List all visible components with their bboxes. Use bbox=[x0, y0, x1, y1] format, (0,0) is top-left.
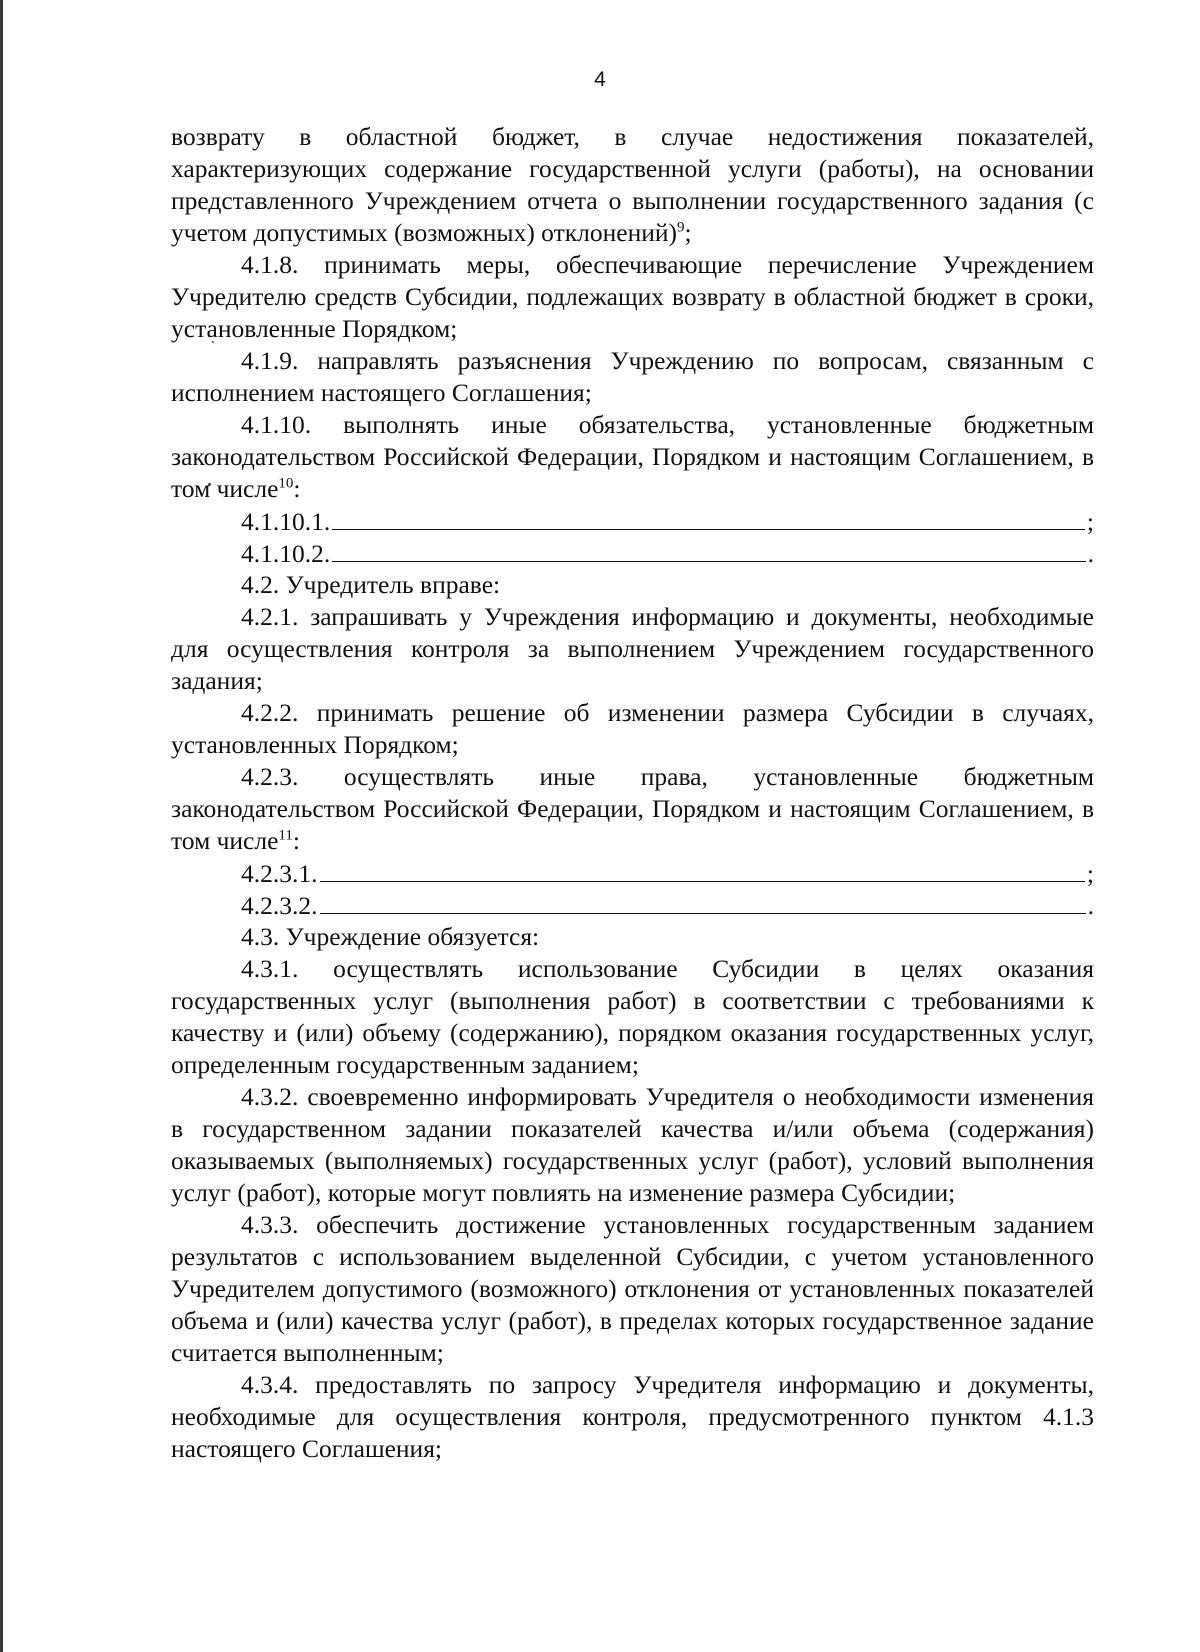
document-body bbox=[171, 121, 1094, 1465]
punctuation: : bbox=[292, 826, 300, 855]
paragraph bbox=[171, 761, 1094, 857]
footnote-ref: 10 bbox=[278, 475, 294, 492]
paragraph-text: возврату в областной бюджет, в случае недостижения показателей, характеризующих содержание государственной услуги (работы), на основании представленного Учреждением отчета о выполнении государственного задания (с учетом допустимых (возможных) отклонений) bbox=[171, 122, 1094, 247]
item-number: 4.2.3.1. bbox=[241, 859, 318, 888]
item-number: 4.1.10.1. bbox=[241, 507, 331, 536]
paragraph: 4.3.3. обеспечить достижение установленных государственным заданием результатов с использованием выделенной Субсидии, с учетом установленного Учредителем допустимого (возможного) отклонения от установленных показателей объема и (или) качества услуг (работ), в пределах которых государственное задание считается выполненным; bbox=[171, 1210, 1094, 1367]
blank-underline bbox=[332, 537, 1085, 562]
punctuation: . bbox=[1087, 539, 1094, 568]
punctuation: ; bbox=[1086, 859, 1094, 888]
punctuation: : bbox=[293, 474, 301, 503]
item-number: 4.1.10.2. bbox=[241, 539, 331, 568]
fill-in-line bbox=[171, 889, 1094, 921]
paragraph: 4.3.4. предоставлять по запросу Учредителя информацию и документы, необходимые для осуществления контроля, предусмотренного пунктом 4.1.3 настоящего Соглашения; bbox=[171, 1370, 1094, 1463]
blank-underline bbox=[332, 505, 1085, 530]
paragraph-text: 4.1.10. выполнять иные обязательства, установленные бюджетным законодательством Российской Федерации, Порядком и настоящим Соглашением, в том числе bbox=[171, 410, 1094, 503]
fill-in-line bbox=[171, 505, 1094, 537]
paragraph: 4.2.1. запрашивать у Учреждения информацию и документы, необходимые для осуществления контроля за выполнением Учреждением государственного задания; bbox=[171, 602, 1094, 695]
item-number: 4.2.3.2. bbox=[241, 891, 318, 920]
punctuation: ; bbox=[1086, 507, 1094, 536]
blank-underline bbox=[320, 857, 1085, 882]
paragraph-text: 4.2.3. осуществлять иные права, установленные бюджетным законодательством Российской Федерации, Порядком и настоящим Соглашением, в том числе bbox=[171, 762, 1094, 855]
section-heading: 4.3. Учреждение обязуется: bbox=[241, 922, 540, 951]
paragraph: 4.3.1. осуществлять использование Субсидии в целях оказания государственных услуг (выполнения работ) в соответствии с требованиями к качеству и (или) объему (содержанию), порядком оказания государственных услуг, определенным государственным заданием; bbox=[171, 954, 1094, 1079]
punctuation: . bbox=[1087, 891, 1094, 920]
paragraph: 4.1.9. направлять разъяснения Учреждению по вопросам, связанным с исполнением настоящего Соглашения; bbox=[171, 346, 1094, 407]
punctuation: ; bbox=[684, 218, 692, 247]
footnote-ref: 9 bbox=[677, 219, 685, 236]
paragraph: 4.1.8. принимать меры, обеспечивающие перечисление Учреждением Учредителю средств Субсидии, подлежащих возврату в областной бюджет в сроки, установленные Порядком; bbox=[171, 250, 1094, 343]
paragraph bbox=[171, 409, 1094, 505]
footnote-ref: 11 bbox=[278, 827, 293, 844]
section-heading: 4.2. Учредитель вправе: bbox=[241, 570, 501, 599]
scan-edge bbox=[0, 0, 3, 1652]
fill-in-line bbox=[171, 857, 1094, 889]
paragraph bbox=[171, 121, 1094, 249]
page-number: 4 bbox=[594, 68, 606, 91]
paragraph: 4.3.2. своевременно информировать Учредителя о необходимости изменения в государственном задании показателей качества и/или объема (содержания) оказываемых (выполняемых) государственных услуг (работ), условий выполнения услуг (работ), которые могут повлиять на изменение размера Субсидии; bbox=[171, 1082, 1094, 1207]
fill-in-line bbox=[171, 537, 1094, 569]
blank-underline bbox=[320, 889, 1086, 914]
paragraph: 4.2.2. принимать решение об изменении размера Субсидии в случаях, установленных Порядком; bbox=[171, 698, 1094, 759]
